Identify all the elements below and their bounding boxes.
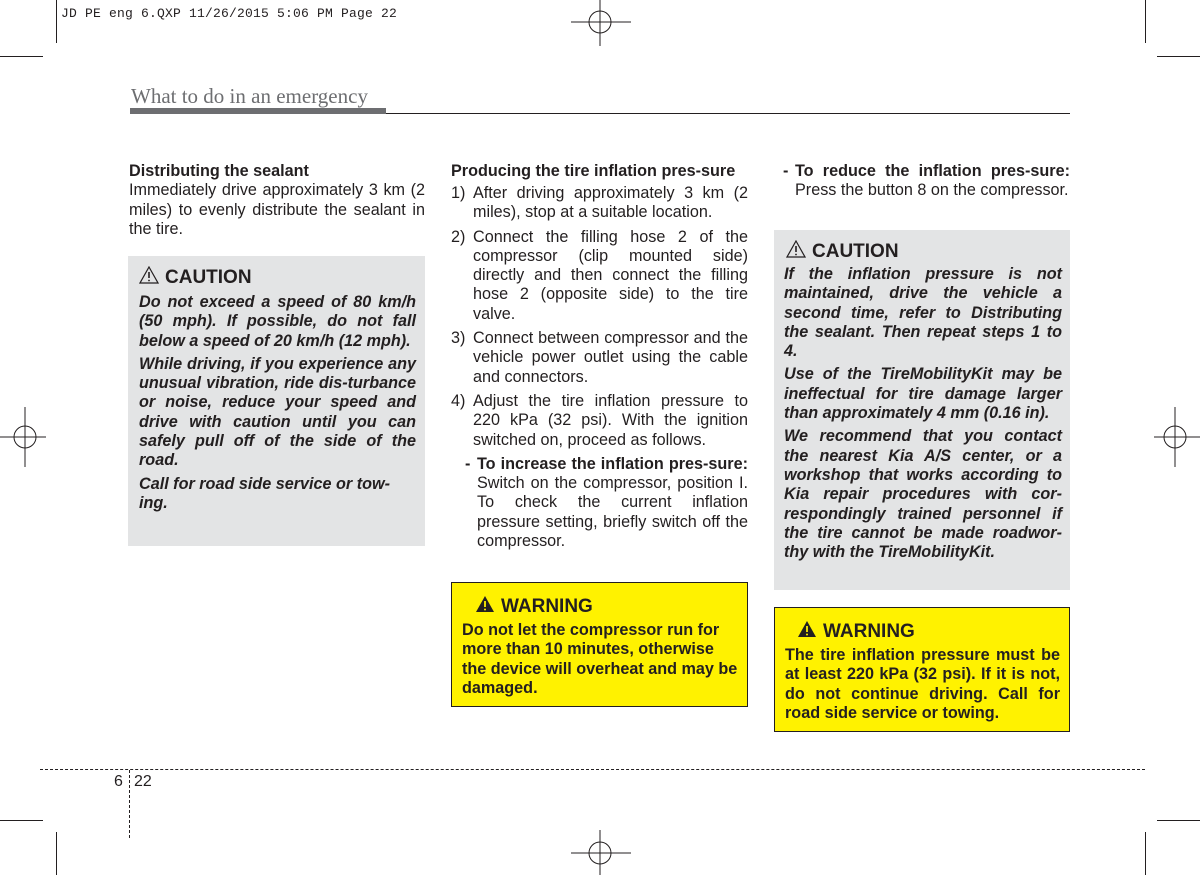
registration-mark-left xyxy=(0,407,46,467)
list-text: After driving approximately 3 km (2 miles), stop at a suitable location. xyxy=(473,184,748,222)
crop-mark xyxy=(56,832,57,875)
list-number: 2) xyxy=(451,227,466,246)
list-text: Connect the filling hose 2 of the compressor (clip mounted side) directly and then connect the filling hose 2 (opposite side) to the tire valve. xyxy=(473,227,748,323)
footer-divider xyxy=(129,770,130,838)
caution-paragraph: Do not exceed a speed of 80 km/h (50 mph). If possible, do not fall below a speed of 20 km/h (12 mph). xyxy=(139,293,416,350)
caution-box-2 xyxy=(774,230,1070,590)
list-text: Connect between compressor and the vehicle power outlet using the cable and connectors. xyxy=(473,329,748,386)
header-rule-accent xyxy=(130,108,386,114)
sub-item-increase xyxy=(451,455,748,551)
sub-description: Switch on the compressor, position I. To check the current inflation pressure setting, briefly switch off the compressor. xyxy=(477,474,748,551)
crop-mark xyxy=(1157,56,1200,57)
column-2 xyxy=(451,162,748,551)
sub-label: To increase the inflation pres-sure: xyxy=(477,454,748,473)
page-number: 22 xyxy=(134,773,152,790)
sub-dash: - xyxy=(465,454,471,473)
warning-text: Do not let the compressor run for more than 10 minutes, otherwise the device will overheat and may be damaged. xyxy=(462,621,738,697)
sub-text xyxy=(477,455,748,551)
sub-label: To reduce the inflation pres-sure: xyxy=(795,162,1070,180)
print-info: JD PE eng 6.QXP 11/26/2015 5:06 PM Page 22 xyxy=(61,6,398,21)
list-item xyxy=(451,184,748,223)
warning-text: The tire inflation pressure must be at least 220 kPa (32 psi). If it is not, do not continue driving. Call for road side service or towing. xyxy=(785,646,1060,722)
list-number: 1) xyxy=(451,184,466,202)
registration-mark-top xyxy=(571,0,631,46)
column-1 xyxy=(129,162,425,239)
caution-title-label: CAUTION xyxy=(812,241,899,262)
list-item xyxy=(451,228,748,324)
list-text: Adjust the tire inflation pressure to 220 kPa (32 psi). With the ignition switched on, proceed as follows. xyxy=(473,391,748,449)
warning-triangle-icon xyxy=(139,266,159,290)
heading-producing-pressure: Producing the tire inflation pres-sure xyxy=(451,162,736,180)
caution-title-label: CAUTION xyxy=(165,267,252,288)
sub-description: Press the button 8 on the compressor. xyxy=(795,181,1069,200)
paragraph-distributing: Immediately drive approximately 3 km (2 miles) to evenly distribute the sealant in the tire. xyxy=(129,181,425,238)
warning-box-1 xyxy=(451,582,748,707)
caution-paragraph: Call for road side service or tow-ing. xyxy=(139,474,390,512)
warning-triangle-icon xyxy=(797,620,817,644)
list-number: 3) xyxy=(451,329,466,348)
crop-mark xyxy=(1145,0,1146,43)
caution-box-1 xyxy=(128,256,425,546)
sub-dash: - xyxy=(783,162,789,180)
caution-paragraph: Use of the TireMobilityKit may be ineffectual for tire damage larger than approximately 4 mm (0.16 in). xyxy=(784,365,1062,423)
caution-paragraph: If the inflation pressure is not maintained, drive the vehicle a second time, refer to Distributing the sealant. Then repeat steps 1 to 4. xyxy=(784,265,1062,361)
sub-text xyxy=(795,162,1070,201)
warning-triangle-icon xyxy=(475,595,495,619)
heading-distributing-sealant: Distributing the sealant xyxy=(129,162,309,180)
registration-mark-bottom xyxy=(571,830,631,875)
warning-box-2 xyxy=(774,607,1070,732)
caution-paragraph: We recommend that you contact the nearest Kia A/S center, or a workshop that works according to Kia repair procedures with cor-respondingly trained personnel if the tire cannot be made roadwor-thy with the TireMobilityKit. xyxy=(784,427,1062,562)
crop-mark xyxy=(0,56,43,57)
list-number: 4) xyxy=(451,391,466,410)
column-3 xyxy=(783,162,1070,201)
crop-mark xyxy=(1157,820,1200,821)
footer-rule xyxy=(40,769,1145,770)
caution-title xyxy=(139,266,416,290)
crop-mark xyxy=(1145,832,1146,875)
crop-mark xyxy=(56,0,57,43)
list-item xyxy=(451,392,748,450)
list-item xyxy=(451,329,748,387)
registration-mark-right xyxy=(1154,407,1200,467)
sub-item-reduce xyxy=(783,162,1070,201)
warning-title-label: WARNING xyxy=(823,621,915,642)
caution-paragraph: While driving, if you experience any unusual vibration, ride dis-turbance or noise, reduce your speed and drive with caution until you can safely pull off of the side of the road. xyxy=(139,354,416,470)
warning-title xyxy=(462,595,738,619)
warning-triangle-icon xyxy=(786,240,806,264)
crop-mark xyxy=(0,820,43,821)
section-title: What to do in an emergency xyxy=(131,84,368,108)
caution-title xyxy=(784,240,1062,264)
page-chapter: 6 xyxy=(114,773,123,790)
warning-title xyxy=(785,620,1060,644)
warning-title-label: WARNING xyxy=(501,596,593,617)
